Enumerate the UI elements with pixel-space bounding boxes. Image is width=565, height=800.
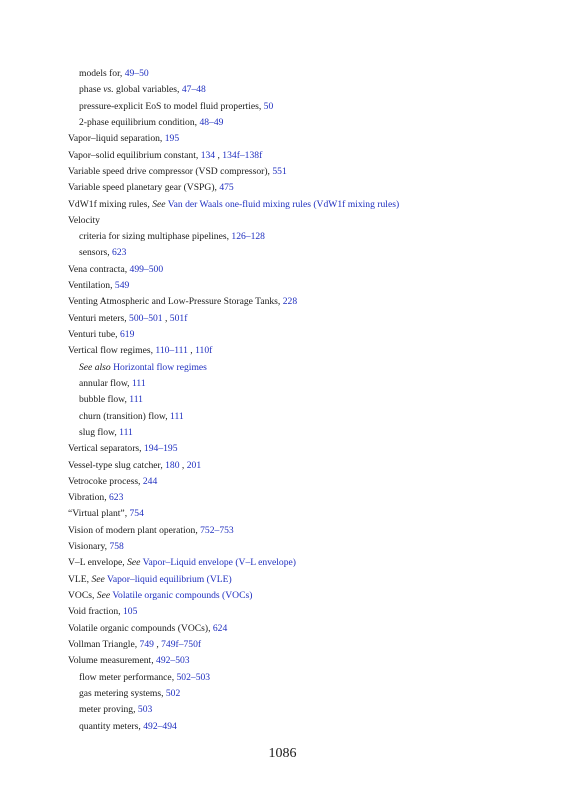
- index-subentry: [68, 392, 538, 408]
- page-reference-link[interactable]: 194–195: [143, 443, 178, 455]
- index-term-text: Vetrocoke process,: [68, 475, 143, 487]
- page-reference-link[interactable]: 749f–750f: [161, 638, 202, 650]
- page-number: 1086: [268, 746, 297, 761]
- index-term-text: Visionary,: [68, 541, 110, 553]
- page-reference-link[interactable]: 105: [122, 606, 138, 618]
- index-subentry: [68, 115, 538, 131]
- index-entry: [68, 490, 538, 506]
- page-reference-link[interactable]: 110–111: [155, 345, 188, 357]
- page-reference-link[interactable]: 134f–138f: [222, 149, 263, 161]
- index-term-text: Vertical flow regimes,: [68, 345, 156, 357]
- page-reference-link[interactable]: 47–48: [181, 84, 206, 96]
- index-term-text: VOCs,: [68, 590, 97, 601]
- index-term-text: ,: [215, 149, 223, 161]
- index-term-text: Volatile organic compounds (VOCs),: [68, 622, 213, 634]
- index-term-text: criteria for sizing multiphase pipelines,: [79, 231, 232, 243]
- index-entry: [68, 148, 538, 164]
- index-term-text: Void fraction,: [68, 606, 123, 618]
- page-reference-link[interactable]: 752–753: [200, 524, 234, 536]
- index-term-text: global variables,: [113, 84, 182, 96]
- index-term-text: Vision of modern plant operation,: [68, 524, 201, 536]
- page-reference-link[interactable]: 111: [170, 410, 184, 422]
- index-entry: [68, 197, 538, 213]
- index-term-text: Ventilation,: [68, 280, 115, 292]
- page-reference-link[interactable]: 492–494: [143, 720, 177, 732]
- page-reference-link[interactable]: 111: [119, 426, 133, 438]
- index-subentry: [68, 719, 538, 735]
- page-reference-link[interactable]: 499–500: [129, 263, 164, 275]
- index-term-text: VdW1f mixing rules,: [68, 198, 153, 210]
- index-entry: [68, 343, 538, 359]
- page-reference-link[interactable]: 502–503: [176, 671, 211, 683]
- index-term-text: Venturi tube,: [68, 329, 120, 340]
- index-term-text: ,: [187, 345, 196, 357]
- index-entry: [68, 458, 538, 474]
- index-term-text: Vollman Triangle,: [68, 638, 140, 650]
- page-reference-link[interactable]: 244: [142, 475, 158, 487]
- index-entry: [68, 213, 538, 229]
- page-reference-link[interactable]: 134: [200, 149, 216, 161]
- index-entry: [68, 131, 538, 147]
- cross-reference-label: See: [96, 590, 111, 601]
- page-reference-link[interactable]: 502: [165, 687, 181, 699]
- page-reference-link[interactable]: Vapor–liquid equilibrium (VLE): [107, 573, 232, 585]
- index-term-text: 2-phase equilibrium condition,: [79, 116, 200, 128]
- index-term-text: bubble flow,: [79, 394, 130, 406]
- index-subentry: [68, 245, 538, 261]
- index-subentry: [68, 376, 538, 392]
- index-entry: [68, 294, 538, 310]
- index-term-text: Variable speed drive compressor (VSD compressor),: [68, 165, 273, 177]
- index-entry: [68, 572, 538, 588]
- page-reference-link[interactable]: Van der Waals one-fluid mixing rules (VdW1f mixing rules): [167, 198, 400, 210]
- index-term-text: flow meter performance,: [79, 671, 177, 683]
- page-reference-link[interactable]: 501f: [169, 312, 188, 324]
- index-subentry: [68, 409, 538, 425]
- cross-reference-label: vs.: [103, 84, 114, 96]
- index-entry-list: [68, 66, 538, 735]
- index-term-text: gas metering systems,: [79, 687, 166, 699]
- index-entry: [68, 474, 538, 490]
- index-entry: [68, 621, 538, 637]
- index-subentry: [68, 99, 538, 115]
- index-subentry: [68, 82, 538, 98]
- page-reference-link[interactable]: 754: [129, 508, 144, 520]
- index-subentry: [68, 360, 538, 376]
- page-reference-link[interactable]: 549: [114, 280, 130, 292]
- index-subentry: [68, 702, 538, 718]
- index-entry: [68, 441, 538, 457]
- index-term-text: slug flow,: [79, 426, 120, 438]
- index-entry: [68, 327, 538, 343]
- index-term-text: annular flow,: [79, 377, 132, 389]
- cross-reference-label: See also: [79, 361, 111, 373]
- index-entry: [68, 164, 538, 180]
- index-entry: [68, 555, 538, 571]
- cross-reference-label: See: [127, 557, 141, 569]
- index-term-text: models for,: [79, 68, 125, 79]
- page-reference-link[interactable]: Volatile organic compounds (VOCs): [112, 590, 253, 601]
- page-reference-link[interactable]: 623: [112, 247, 127, 259]
- index-term-text: Volume measurement,: [68, 655, 157, 667]
- page-reference-link[interactable]: 475: [219, 182, 234, 194]
- page-reference-link[interactable]: 126–128: [231, 231, 265, 243]
- index-term-text: Vapor–solid equilibrium constant,: [68, 149, 201, 161]
- page-reference-link[interactable]: 50: [263, 100, 274, 112]
- index-entry: [68, 653, 538, 669]
- page-reference-link[interactable]: 551: [272, 165, 287, 177]
- index-term-text: Venting Atmospheric and Low-Pressure Storage Tanks,: [68, 296, 283, 308]
- index-entry: [68, 506, 538, 522]
- index-term-text: ,: [162, 312, 170, 324]
- page-reference-link[interactable]: 623: [109, 492, 124, 504]
- page-reference-link[interactable]: 180: [165, 459, 180, 471]
- index-term-text: “Virtual plant”,: [68, 508, 130, 520]
- page-reference-link[interactable]: 201: [186, 459, 202, 471]
- index-term-text: Venturi meters,: [68, 312, 130, 324]
- page-reference-link[interactable]: 503: [137, 704, 153, 716]
- page-reference-link[interactable]: 492–503: [156, 655, 190, 667]
- index-term-text: ,: [153, 638, 162, 650]
- index-entry: [68, 637, 538, 653]
- cross-reference-label: See: [91, 573, 105, 585]
- page-reference-link[interactable]: 49–50: [124, 68, 149, 79]
- index-term-text: quantity meters,: [79, 720, 144, 732]
- page-reference-link[interactable]: 195: [164, 133, 180, 145]
- index-term-text: Variable speed planetary gear (VSPG),: [68, 182, 220, 194]
- index-entry: [68, 523, 538, 539]
- page-reference-link[interactable]: 228: [282, 296, 298, 308]
- index-entry: [68, 539, 538, 555]
- index-subentry: [68, 670, 538, 686]
- index-entry: [68, 262, 538, 278]
- page-reference-link[interactable]: 111: [131, 377, 146, 389]
- index-entry: [68, 604, 538, 620]
- index-subentry: [68, 66, 538, 82]
- page-reference-link[interactable]: 48–49: [199, 116, 224, 128]
- index-entry: [68, 311, 538, 327]
- page-reference-link[interactable]: Vapor–Liquid envelope (V–L envelope): [142, 557, 296, 569]
- page-reference-link[interactable]: 619: [119, 329, 135, 340]
- index-term-text: Vertical separators,: [68, 443, 144, 455]
- page-reference-link[interactable]: 111: [129, 394, 143, 406]
- index-subentry: [68, 686, 538, 702]
- index-entry: [68, 588, 538, 604]
- index-entry: [68, 180, 538, 196]
- index-term-text: ,: [179, 459, 187, 471]
- index-term-text: phase: [79, 84, 104, 96]
- page-reference-link[interactable]: 749: [139, 638, 154, 650]
- index-term-text: VLE,: [68, 573, 92, 585]
- page-reference-link[interactable]: 500–501: [129, 312, 163, 324]
- index-term-text: churn (transition) flow,: [79, 410, 171, 422]
- page-reference-link[interactable]: 110f: [195, 345, 213, 357]
- index-subentry: [68, 229, 538, 245]
- index-term-text: Velocity: [68, 214, 100, 226]
- index-term-text: Vibration,: [68, 492, 109, 504]
- index-subentry: [68, 425, 538, 441]
- cross-reference-label: See: [152, 198, 166, 210]
- index-term-text: sensors,: [79, 247, 113, 259]
- index-entry: [68, 278, 538, 294]
- index-term-text: V–L envelope,: [68, 557, 128, 569]
- page-reference-link[interactable]: 624: [212, 622, 228, 634]
- page-reference-link[interactable]: Horizontal flow regimes: [113, 361, 207, 373]
- index-term-text: Vessel-type slug catcher,: [68, 459, 166, 471]
- index-term-text: Vapor–liquid separation,: [68, 133, 165, 145]
- index-term-text: Vena contracta,: [68, 263, 130, 275]
- index-term-text: meter proving,: [79, 704, 138, 716]
- index-term-text: pressure-explicit EoS to model fluid properties,: [79, 100, 264, 112]
- page-reference-link[interactable]: 758: [109, 541, 124, 553]
